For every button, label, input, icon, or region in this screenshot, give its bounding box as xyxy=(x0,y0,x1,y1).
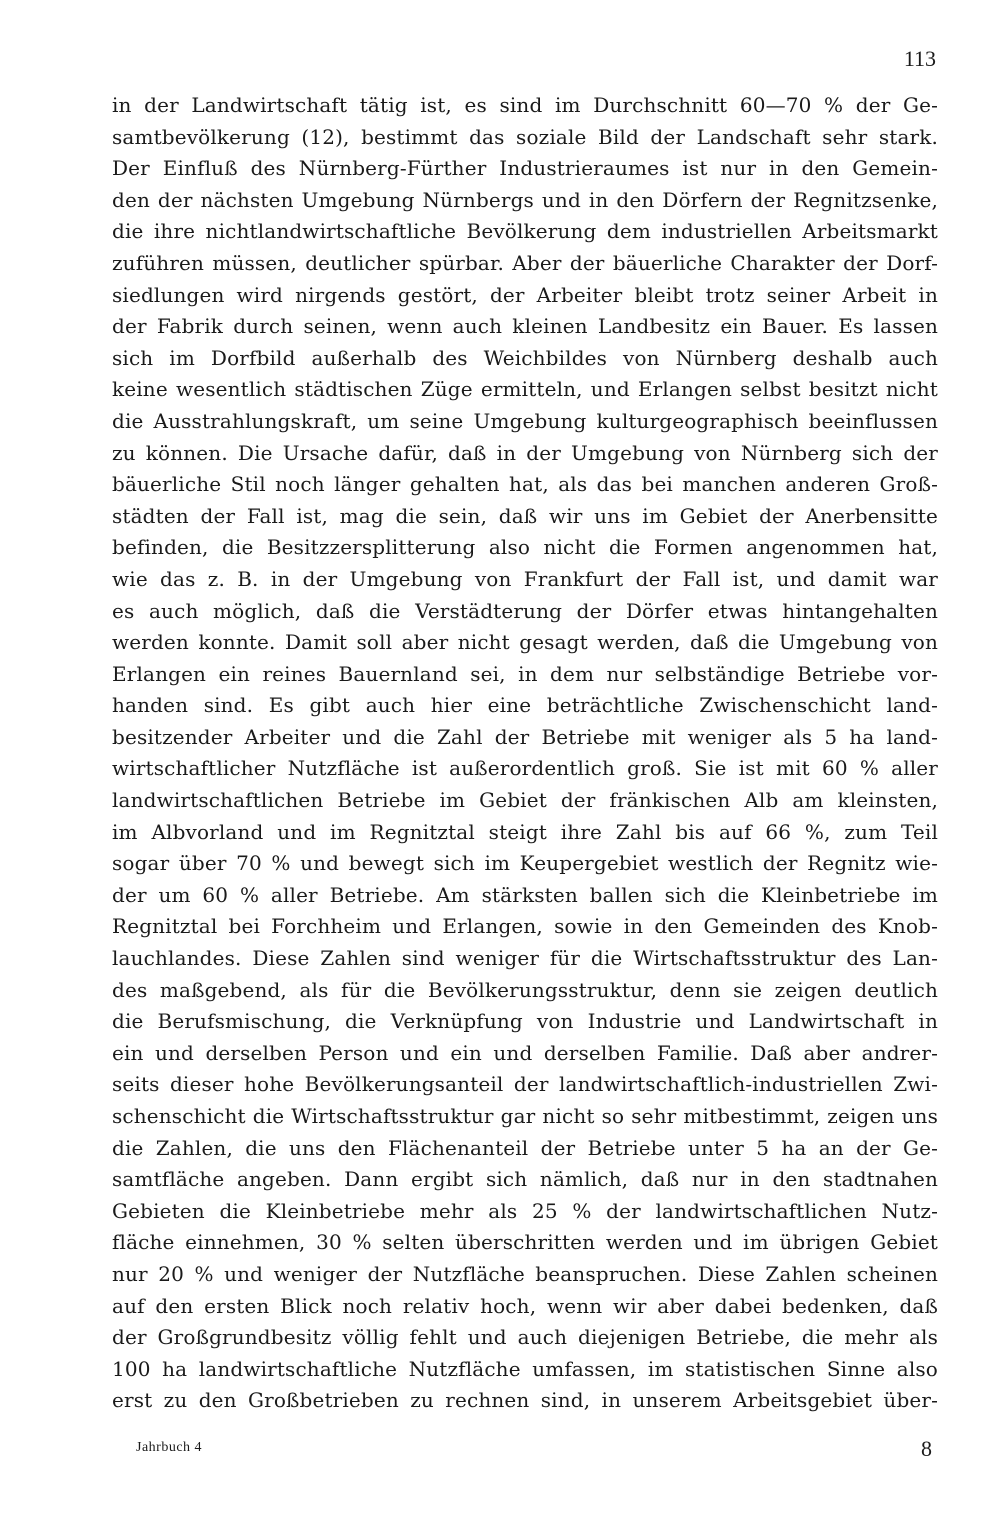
text-line: befinden, die Besitzzersplitterung also nicht die Formen angenommen hat, xyxy=(112,535,938,560)
text-line: auf den ersten Blick noch relativ hoch, wenn wir aber dabei bedenken, daß xyxy=(112,1293,938,1318)
text-line: es auch möglich, daß die Verstädterung der Dörfer etwas hintangehalten xyxy=(112,598,938,623)
text-line: im Albvorland und im Regnitztal steigt ihre Zahl bis auf 66 %, zum Teil xyxy=(112,819,938,844)
text-line: handen sind. Es gibt auch hier eine beträchtliche Zwischenschicht land- xyxy=(112,693,938,718)
text-line: erst zu den Großbetrieben zu rechnen sind, in unserem Arbeitsgebiet über- xyxy=(112,1388,938,1413)
page-number: 113 xyxy=(903,46,936,71)
text-line: Gebieten die Kleinbetriebe mehr als 25 % der landwirtschaftlichen Nutz- xyxy=(112,1198,938,1223)
page-footer xyxy=(136,1436,936,1466)
text-line: sich im Dorfbild außerhalb des Weichbildes von Nürnberg deshalb auch xyxy=(112,345,938,370)
text-line: der Großgrundbesitz völlig fehlt und auch diejenigen Betriebe, die mehr als xyxy=(112,1325,938,1350)
text-line: wie das z. B. in der Umgebung von Frankfurt der Fall ist, und damit war xyxy=(112,566,938,591)
text-line: Regnitztal bei Forchheim und Erlangen, sowie in den Gemeinden des Knob- xyxy=(112,914,938,939)
text-line: die Zahlen, die uns den Flächenanteil der Betriebe unter 5 ha an der Ge- xyxy=(112,1135,938,1160)
text-line: ein und derselben Person und ein und derselben Familie. Daß aber andrer- xyxy=(112,1040,938,1065)
text-line: in der Landwirtschaft tätig ist, es sind im Durchschnitt 60—70 % der Ge- xyxy=(112,93,938,117)
text-line: der um 60 % aller Betriebe. Am stärksten ballen sich die Kleinbetriebe im xyxy=(112,882,938,907)
text-line: zuführen müssen, deutlicher spürbar. Aber der bäuerliche Charakter der Dorf- xyxy=(112,250,938,275)
text-line: wirtschaftlicher Nutzfläche ist außerordentlich groß. Sie ist mit 60 % aller xyxy=(112,756,938,781)
text-line: besitzender Arbeiter und die Zahl der Betriebe mit weniger als 5 ha land- xyxy=(112,724,938,749)
text-line: zu können. Die Ursache dafür, daß in der Umgebung von Nürnberg sich der xyxy=(112,440,938,465)
text-line: werden konnte. Damit soll aber nicht gesagt werden, daß die Umgebung von xyxy=(112,630,938,655)
text-line: seits dieser hohe Bevölkerungsanteil der landwirtschaftlich-industriellen Zwi- xyxy=(112,1072,938,1097)
text-line: sogar über 70 % und bewegt sich im Keupergebiet westlich der Regnitz wie- xyxy=(112,851,938,876)
body-text xyxy=(112,90,938,1417)
text-line: Der Einfluß des Nürnberg-Fürther Industrieraumes ist nur in den Gemein- xyxy=(112,156,938,181)
text-line: lauchlandes. Diese Zahlen sind weniger für die Wirtschaftsstruktur des Lan- xyxy=(112,946,938,971)
text-line: samtfläche angeben. Dann ergibt sich nämlich, daß nur in den stadtnahen xyxy=(112,1167,938,1192)
text-line: städten der Fall ist, mag die sein, daß wir uns im Gebiet der Anerbensitte xyxy=(112,503,938,528)
text-line: die Ausstrahlungskraft, um seine Umgebung kulturgeographisch beeinflussen xyxy=(112,408,938,433)
text-line: nur 20 % und weniger der Nutzfläche beanspruchen. Diese Zahlen scheinen xyxy=(112,1261,938,1286)
text-line: landwirtschaftlichen Betriebe im Gebiet der fränkischen Alb am kleinsten, xyxy=(112,788,938,813)
text-line: der Fabrik durch seinen, wenn auch kleinen Landbesitz ein Bauer. Es lassen xyxy=(112,314,938,339)
text-line: die Berufsmischung, die Verknüpfung von Industrie und Landwirtschaft in xyxy=(112,1009,938,1034)
text-line: die ihre nichtlandwirtschaftliche Bevölkerung dem industriellen Arbeitsmarkt xyxy=(112,219,938,244)
sheet-number: 8 xyxy=(921,1436,932,1461)
text-line: siedlungen wird nirgends gestört, der Arbeiter bleibt trotz seiner Arbeit in xyxy=(112,282,938,307)
text-line: samtbevölkerung (12), bestimmt das soziale Bild der Landschaft sehr stark. xyxy=(112,124,938,149)
text-line: den der nächsten Umgebung Nürnbergs und in den Dörfern der Regnitzsenke, xyxy=(112,187,938,212)
text-line: keine wesentlich städtischen Züge ermitteln, und Erlangen selbst besitzt nicht xyxy=(112,377,938,402)
text-line: fläche einnehmen, 30 % selten überschritten werden und im übrigen Gebiet xyxy=(112,1230,938,1255)
printer-signature: Jahrbuch 4 xyxy=(136,1440,203,1455)
text-line: des maßgebend, als für die Bevölkerungsstruktur, denn sie zeigen deutlich xyxy=(112,977,938,1002)
text-line: Erlangen ein reines Bauernland sei, in dem nur selbständige Betriebe vor- xyxy=(112,661,938,686)
text-line: 100 ha landwirtschaftliche Nutzfläche umfassen, im statistischen Sinne also xyxy=(112,1356,938,1381)
text-line: schenschicht die Wirtschaftsstruktur gar nicht so sehr mitbestimmt, zeigen uns xyxy=(112,1104,938,1128)
text-line: bäuerliche Stil noch länger gehalten hat, als das bei manchen anderen Groß- xyxy=(112,472,938,497)
